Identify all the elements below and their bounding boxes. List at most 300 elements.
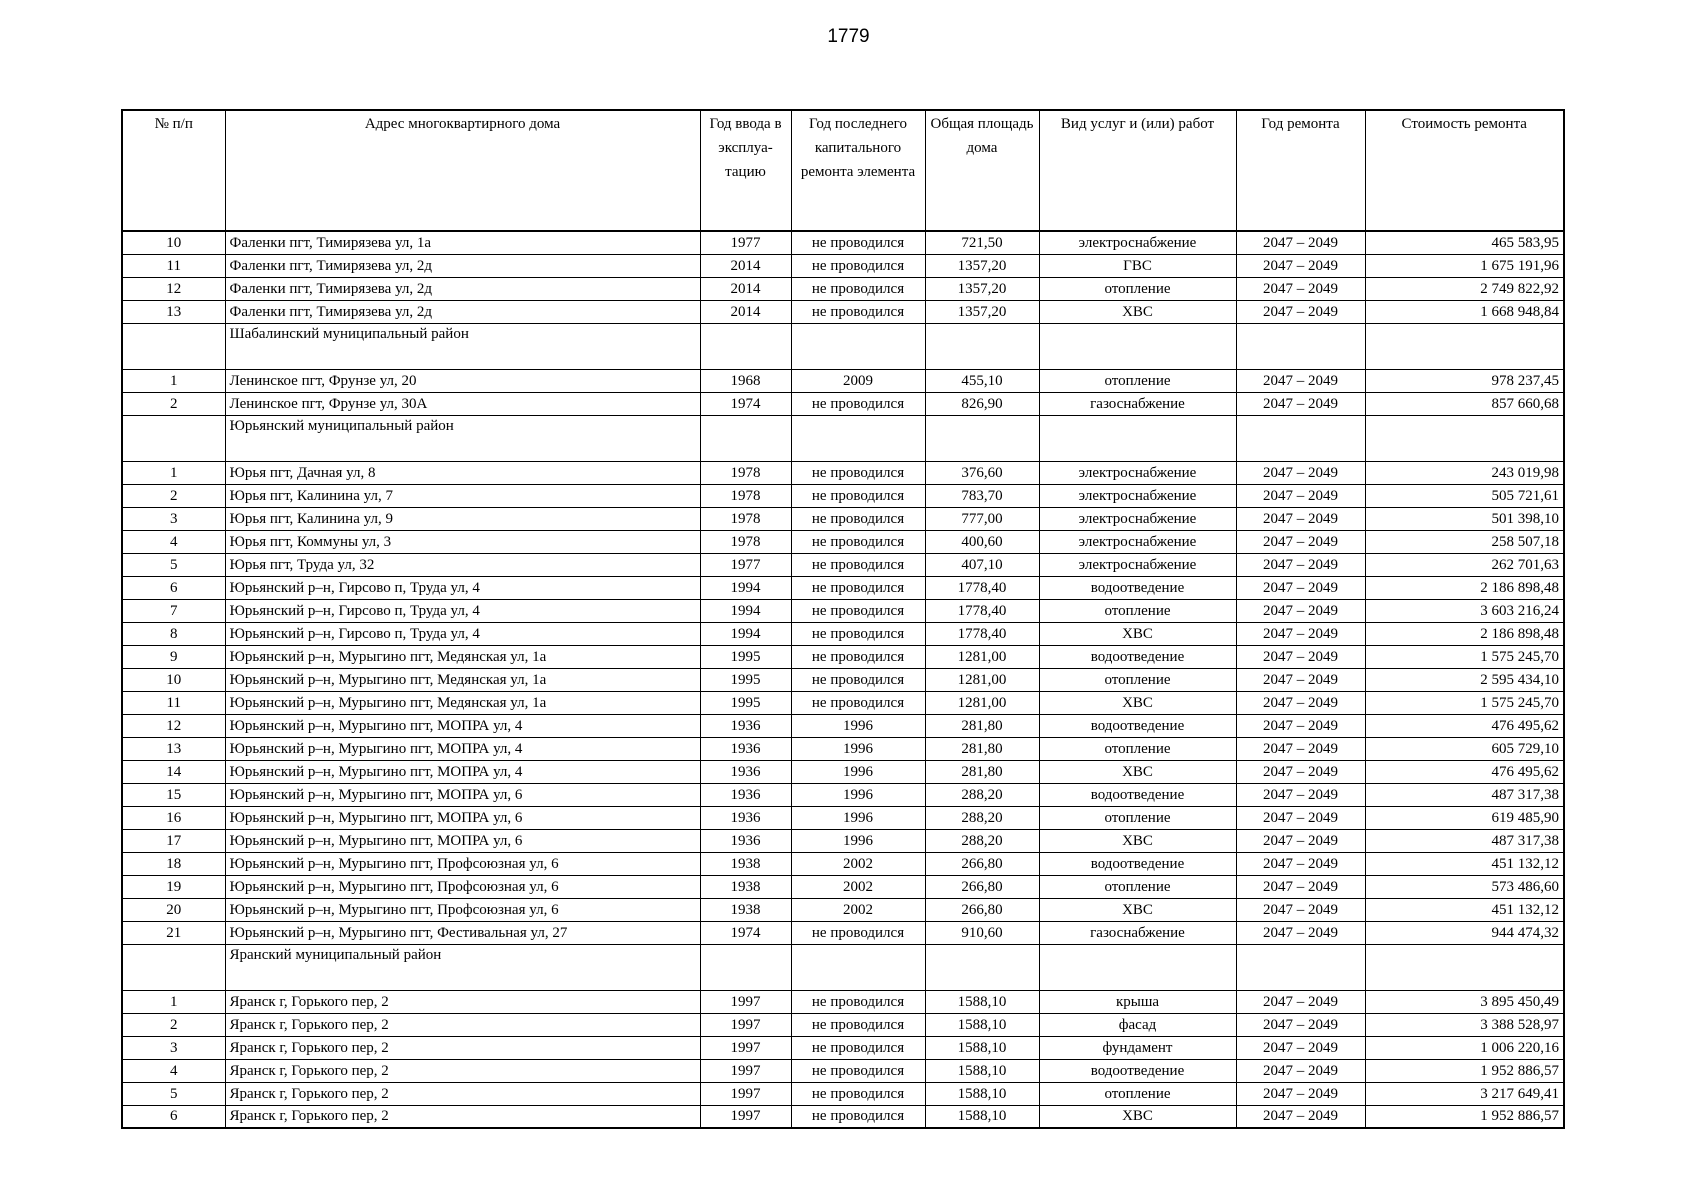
- cell-repair-cost: 476 495,62: [1365, 760, 1564, 783]
- cell-address: Юрья пгт, Дачная ул, 8: [225, 461, 700, 484]
- cell-service-type: газоснабжение: [1039, 921, 1236, 944]
- cell-commission-year: 1978: [700, 507, 791, 530]
- table-row: [122, 507, 1564, 530]
- table-row: [122, 300, 1564, 323]
- cell-last-repair-year: 2009: [791, 369, 925, 392]
- cell-address: Юрьянский р–н, Мурыгино пгт, МОПРА ул, 4: [225, 737, 700, 760]
- cell-repair-period: 2047 – 2049: [1236, 852, 1365, 875]
- cell-address: Юрья пгт, Труда ул, 32: [225, 553, 700, 576]
- header-commission-year: Год ввода в эксплуа- тацию: [700, 110, 791, 231]
- cell-repair-period: 2047 – 2049: [1236, 461, 1365, 484]
- cell-commission-year: 1938: [700, 898, 791, 921]
- table-row: [122, 668, 1564, 691]
- cell-total-area: 266,80: [925, 898, 1039, 921]
- cell-repair-period: 2047 – 2049: [1236, 645, 1365, 668]
- cell-commission-year: 1997: [700, 1105, 791, 1128]
- cell-repair-period: 2047 – 2049: [1236, 576, 1365, 599]
- cell-number: 13: [122, 300, 225, 323]
- cell-repair-cost: 501 398,10: [1365, 507, 1564, 530]
- cell-repair-period: 2047 – 2049: [1236, 622, 1365, 645]
- cell-repair-period: 2047 – 2049: [1236, 1105, 1365, 1128]
- table-row: [122, 714, 1564, 737]
- cell-service-type: отопление: [1039, 668, 1236, 691]
- cell-address: Фаленки пгт, Тимирязева ул, 1а: [225, 231, 700, 254]
- cell-repair-period: 2047 – 2049: [1236, 392, 1365, 415]
- cell-number: 19: [122, 875, 225, 898]
- cell-last-repair-year: не проводился: [791, 645, 925, 668]
- cell-service-type: [1039, 944, 1236, 990]
- cell-repair-cost: 1 952 886,57: [1365, 1059, 1564, 1082]
- cell-address: Юрья пгт, Калинина ул, 7: [225, 484, 700, 507]
- table-row: [122, 277, 1564, 300]
- cell-last-repair-year: [791, 944, 925, 990]
- cell-address: Юрьянский р–н, Мурыгино пгт, Профсоюзная ул, 6: [225, 852, 700, 875]
- cell-repair-period: 2047 – 2049: [1236, 507, 1365, 530]
- cell-last-repair-year: 1996: [791, 714, 925, 737]
- cell-service-type: электроснабжение: [1039, 530, 1236, 553]
- table-row: [122, 530, 1564, 553]
- cell-last-repair-year: не проводился: [791, 599, 925, 622]
- cell-last-repair-year: не проводился: [791, 1036, 925, 1059]
- cell-total-area: 281,80: [925, 737, 1039, 760]
- cell-repair-period: 2047 – 2049: [1236, 1059, 1365, 1082]
- cell-repair-cost: 1 675 191,96: [1365, 254, 1564, 277]
- cell-commission-year: 1938: [700, 875, 791, 898]
- cell-commission-year: 1936: [700, 783, 791, 806]
- cell-service-type: электроснабжение: [1039, 484, 1236, 507]
- header-address: Адрес многоквартирного дома: [225, 110, 700, 231]
- cell-last-repair-year: не проводился: [791, 530, 925, 553]
- cell-address: Юрьянский р–н, Гирсово п, Труда ул, 4: [225, 576, 700, 599]
- table-row: [122, 921, 1564, 944]
- cell-repair-cost: 944 474,32: [1365, 921, 1564, 944]
- cell-service-type: ХВС: [1039, 829, 1236, 852]
- cell-last-repair-year: 2002: [791, 898, 925, 921]
- cell-commission-year: 1997: [700, 1059, 791, 1082]
- header-number: № п/п: [122, 110, 225, 231]
- cell-commission-year: 1997: [700, 990, 791, 1013]
- cell-address: Ленинское пгт, Фрунзе ул, 20: [225, 369, 700, 392]
- cell-last-repair-year: не проводился: [791, 392, 925, 415]
- cell-repair-cost: 262 701,63: [1365, 553, 1564, 576]
- cell-commission-year: 1936: [700, 714, 791, 737]
- cell-commission-year: 2014: [700, 300, 791, 323]
- cell-commission-year: [700, 944, 791, 990]
- cell-number: 13: [122, 737, 225, 760]
- cell-address: Ленинское пгт, Фрунзе ул, 30А: [225, 392, 700, 415]
- cell-number: 21: [122, 921, 225, 944]
- cell-number: 11: [122, 691, 225, 714]
- cell-commission-year: 1978: [700, 461, 791, 484]
- cell-address: Юрьянский р–н, Гирсово п, Труда ул, 4: [225, 622, 700, 645]
- cell-commission-year: 1995: [700, 668, 791, 691]
- cell-repair-cost: 3 895 450,49: [1365, 990, 1564, 1013]
- cell-commission-year: 1974: [700, 921, 791, 944]
- cell-service-type: водоотведение: [1039, 1059, 1236, 1082]
- header-service-type: Вид услуг и (или) работ: [1039, 110, 1236, 231]
- cell-number: 11: [122, 254, 225, 277]
- cell-number: 20: [122, 898, 225, 921]
- section-heading: Яранский муниципальный район: [225, 944, 700, 990]
- cell-repair-period: 2047 – 2049: [1236, 898, 1365, 921]
- cell-number: 6: [122, 576, 225, 599]
- cell-total-area: 266,80: [925, 852, 1039, 875]
- cell-repair-period: 2047 – 2049: [1236, 599, 1365, 622]
- cell-repair-cost: 3 388 528,97: [1365, 1013, 1564, 1036]
- cell-repair-cost: 2 186 898,48: [1365, 576, 1564, 599]
- cell-service-type: электроснабжение: [1039, 461, 1236, 484]
- cell-repair-cost: 451 132,12: [1365, 898, 1564, 921]
- cell-last-repair-year: [791, 415, 925, 461]
- cell-total-area: 1588,10: [925, 1013, 1039, 1036]
- table-body: [122, 231, 1564, 1128]
- cell-service-type: отопление: [1039, 369, 1236, 392]
- cell-repair-cost: [1365, 944, 1564, 990]
- cell-last-repair-year: не проводился: [791, 990, 925, 1013]
- cell-commission-year: 1997: [700, 1082, 791, 1105]
- cell-total-area: [925, 323, 1039, 369]
- cell-number: 10: [122, 668, 225, 691]
- cell-number: 14: [122, 760, 225, 783]
- table-row: [122, 737, 1564, 760]
- cell-total-area: 1778,40: [925, 622, 1039, 645]
- cell-total-area: 1778,40: [925, 576, 1039, 599]
- cell-address: Фаленки пгт, Тимирязева ул, 2д: [225, 277, 700, 300]
- table-row: [122, 990, 1564, 1013]
- table-row: [122, 553, 1564, 576]
- cell-last-repair-year: не проводился: [791, 668, 925, 691]
- cell-total-area: 288,20: [925, 806, 1039, 829]
- cell-last-repair-year: не проводился: [791, 622, 925, 645]
- cell-number: 1: [122, 369, 225, 392]
- cell-total-area: 281,80: [925, 714, 1039, 737]
- cell-commission-year: 1936: [700, 806, 791, 829]
- cell-repair-cost: 619 485,90: [1365, 806, 1564, 829]
- cell-address: Юрья пгт, Коммуны ул, 3: [225, 530, 700, 553]
- cell-total-area: [925, 415, 1039, 461]
- table-row: [122, 898, 1564, 921]
- cell-total-area: 910,60: [925, 921, 1039, 944]
- cell-repair-period: 2047 – 2049: [1236, 668, 1365, 691]
- cell-service-type: ХВС: [1039, 898, 1236, 921]
- cell-service-type: [1039, 415, 1236, 461]
- cell-total-area: 1281,00: [925, 691, 1039, 714]
- cell-address: Юрьянский р–н, Мурыгино пгт, МОПРА ул, 4: [225, 714, 700, 737]
- cell-service-type: водоотведение: [1039, 645, 1236, 668]
- cell-total-area: 783,70: [925, 484, 1039, 507]
- cell-repair-period: [1236, 323, 1365, 369]
- table-row: [122, 1059, 1564, 1082]
- cell-address: Юрьянский р–н, Мурыгино пгт, МОПРА ул, 6: [225, 806, 700, 829]
- cell-last-repair-year: 2002: [791, 852, 925, 875]
- cell-number: 16: [122, 806, 225, 829]
- cell-commission-year: 1936: [700, 737, 791, 760]
- cell-number: 1: [122, 461, 225, 484]
- cell-repair-cost: 505 721,61: [1365, 484, 1564, 507]
- cell-last-repair-year: не проводился: [791, 231, 925, 254]
- cell-total-area: 777,00: [925, 507, 1039, 530]
- cell-service-type: отопление: [1039, 599, 1236, 622]
- cell-repair-cost: 2 595 434,10: [1365, 668, 1564, 691]
- cell-last-repair-year: не проводился: [791, 277, 925, 300]
- cell-last-repair-year: не проводился: [791, 484, 925, 507]
- cell-total-area: 1357,20: [925, 277, 1039, 300]
- cell-last-repair-year: не проводился: [791, 553, 925, 576]
- cell-total-area: 376,60: [925, 461, 1039, 484]
- cell-service-type: крыша: [1039, 990, 1236, 1013]
- cell-address: Юрья пгт, Калинина ул, 9: [225, 507, 700, 530]
- cell-commission-year: 1997: [700, 1036, 791, 1059]
- cell-last-repair-year: не проводился: [791, 1105, 925, 1128]
- header-repair-period: Год ремонта: [1236, 110, 1365, 231]
- cell-total-area: 1778,40: [925, 599, 1039, 622]
- cell-commission-year: 1995: [700, 691, 791, 714]
- cell-service-type: [1039, 323, 1236, 369]
- section-heading-row: [122, 944, 1564, 990]
- cell-repair-cost: 487 317,38: [1365, 783, 1564, 806]
- cell-repair-period: 2047 – 2049: [1236, 714, 1365, 737]
- cell-service-type: водоотведение: [1039, 714, 1236, 737]
- table-row: [122, 599, 1564, 622]
- table-row: [122, 1013, 1564, 1036]
- section-heading-row: [122, 415, 1564, 461]
- cell-service-type: водоотведение: [1039, 783, 1236, 806]
- cell-last-repair-year: 2002: [791, 875, 925, 898]
- cell-number: 18: [122, 852, 225, 875]
- cell-total-area: 1281,00: [925, 668, 1039, 691]
- table-row: [122, 576, 1564, 599]
- cell-service-type: ХВС: [1039, 300, 1236, 323]
- cell-repair-cost: 476 495,62: [1365, 714, 1564, 737]
- cell-last-repair-year: [791, 323, 925, 369]
- cell-number: [122, 323, 225, 369]
- cell-commission-year: 1938: [700, 852, 791, 875]
- cell-repair-period: 2047 – 2049: [1236, 530, 1365, 553]
- table-row: [122, 1036, 1564, 1059]
- cell-commission-year: 1977: [700, 553, 791, 576]
- cell-commission-year: 1997: [700, 1013, 791, 1036]
- section-heading: Юрьянский муниципальный район: [225, 415, 700, 461]
- cell-repair-cost: 1 006 220,16: [1365, 1036, 1564, 1059]
- cell-repair-period: 2047 – 2049: [1236, 760, 1365, 783]
- cell-number: 5: [122, 1082, 225, 1105]
- cell-last-repair-year: не проводился: [791, 507, 925, 530]
- cell-number: [122, 944, 225, 990]
- cell-last-repair-year: 1996: [791, 737, 925, 760]
- table-row: [122, 691, 1564, 714]
- cell-service-type: ХВС: [1039, 622, 1236, 645]
- cell-commission-year: 1994: [700, 622, 791, 645]
- cell-address: Юрьянский р–н, Мурыгино пгт, Медянская ул, 1а: [225, 645, 700, 668]
- cell-commission-year: 1978: [700, 530, 791, 553]
- cell-number: 3: [122, 1036, 225, 1059]
- cell-repair-cost: 2 749 822,92: [1365, 277, 1564, 300]
- cell-service-type: электроснабжение: [1039, 231, 1236, 254]
- cell-service-type: ХВС: [1039, 1105, 1236, 1128]
- cell-number: 4: [122, 530, 225, 553]
- table-row: [122, 1082, 1564, 1105]
- cell-number: 10: [122, 231, 225, 254]
- cell-repair-period: 2047 – 2049: [1236, 990, 1365, 1013]
- repair-registry-table: [121, 109, 1565, 1129]
- cell-repair-period: 2047 – 2049: [1236, 300, 1365, 323]
- cell-address: Юрьянский р–н, Гирсово п, Труда ул, 4: [225, 599, 700, 622]
- cell-service-type: ГВС: [1039, 254, 1236, 277]
- cell-repair-period: 2047 – 2049: [1236, 737, 1365, 760]
- cell-number: 12: [122, 277, 225, 300]
- page-number: 1779: [827, 26, 870, 47]
- cell-total-area: 1588,10: [925, 1059, 1039, 1082]
- cell-number: 7: [122, 599, 225, 622]
- cell-number: 6: [122, 1105, 225, 1128]
- table-row: [122, 254, 1564, 277]
- cell-repair-cost: 451 132,12: [1365, 852, 1564, 875]
- cell-total-area: 281,80: [925, 760, 1039, 783]
- cell-total-area: 1588,10: [925, 1105, 1039, 1128]
- cell-repair-cost: 605 729,10: [1365, 737, 1564, 760]
- cell-last-repair-year: не проводился: [791, 576, 925, 599]
- cell-total-area: 1357,20: [925, 254, 1039, 277]
- cell-repair-cost: 487 317,38: [1365, 829, 1564, 852]
- cell-commission-year: [700, 323, 791, 369]
- cell-total-area: 266,80: [925, 875, 1039, 898]
- cell-number: 15: [122, 783, 225, 806]
- cell-total-area: 1588,10: [925, 1036, 1039, 1059]
- cell-last-repair-year: не проводился: [791, 1059, 925, 1082]
- cell-last-repair-year: 1996: [791, 783, 925, 806]
- header-total-area: Общая площадь дома: [925, 110, 1039, 231]
- cell-service-type: водоотведение: [1039, 576, 1236, 599]
- table-row: [122, 1105, 1564, 1128]
- cell-address: Яранск г, Горького пер, 2: [225, 1059, 700, 1082]
- cell-number: [122, 415, 225, 461]
- cell-address: Юрьянский р–н, Мурыгино пгт, Профсоюзная ул, 6: [225, 875, 700, 898]
- cell-commission-year: 1995: [700, 645, 791, 668]
- table-row: [122, 852, 1564, 875]
- cell-service-type: отопление: [1039, 875, 1236, 898]
- cell-repair-cost: 258 507,18: [1365, 530, 1564, 553]
- cell-repair-cost: 1 575 245,70: [1365, 645, 1564, 668]
- cell-repair-cost: [1365, 415, 1564, 461]
- cell-address: Юрьянский р–н, Мурыгино пгт, МОПРА ул, 4: [225, 760, 700, 783]
- cell-total-area: 1588,10: [925, 1082, 1039, 1105]
- table-row: [122, 622, 1564, 645]
- cell-commission-year: 1936: [700, 760, 791, 783]
- cell-repair-period: 2047 – 2049: [1236, 783, 1365, 806]
- cell-address: Юрьянский р–н, Мурыгино пгт, МОПРА ул, 6: [225, 783, 700, 806]
- cell-service-type: газоснабжение: [1039, 392, 1236, 415]
- cell-repair-period: [1236, 415, 1365, 461]
- cell-number: 1: [122, 990, 225, 1013]
- cell-number: 9: [122, 645, 225, 668]
- table-row: [122, 760, 1564, 783]
- cell-total-area: [925, 944, 1039, 990]
- cell-address: Юрьянский р–н, Мурыгино пгт, Медянская ул, 1а: [225, 668, 700, 691]
- cell-commission-year: 1978: [700, 484, 791, 507]
- cell-repair-cost: 857 660,68: [1365, 392, 1564, 415]
- header-repair-cost: Стоимость ремонта: [1365, 110, 1564, 231]
- cell-repair-period: 2047 – 2049: [1236, 1013, 1365, 1036]
- cell-number: 5: [122, 553, 225, 576]
- cell-total-area: 455,10: [925, 369, 1039, 392]
- cell-service-type: фасад: [1039, 1013, 1236, 1036]
- cell-repair-period: 2047 – 2049: [1236, 1082, 1365, 1105]
- cell-commission-year: 2014: [700, 277, 791, 300]
- cell-address: Фаленки пгт, Тимирязева ул, 2д: [225, 254, 700, 277]
- cell-repair-period: [1236, 944, 1365, 990]
- cell-address: Юрьянский р–н, Мурыгино пгт, Фестивальная ул, 27: [225, 921, 700, 944]
- cell-last-repair-year: не проводился: [791, 1082, 925, 1105]
- cell-service-type: ХВС: [1039, 691, 1236, 714]
- cell-service-type: отопление: [1039, 737, 1236, 760]
- section-heading-row: [122, 323, 1564, 369]
- cell-repair-period: 2047 – 2049: [1236, 277, 1365, 300]
- cell-last-repair-year: не проводился: [791, 461, 925, 484]
- cell-service-type: ХВС: [1039, 760, 1236, 783]
- cell-repair-cost: 2 186 898,48: [1365, 622, 1564, 645]
- cell-address: Юрьянский р–н, Мурыгино пгт, МОПРА ул, 6: [225, 829, 700, 852]
- cell-repair-cost: 465 583,95: [1365, 231, 1564, 254]
- cell-number: 12: [122, 714, 225, 737]
- table-row: [122, 875, 1564, 898]
- section-heading: Шабалинский муниципальный район: [225, 323, 700, 369]
- cell-service-type: водоотведение: [1039, 852, 1236, 875]
- cell-commission-year: [700, 415, 791, 461]
- cell-total-area: 400,60: [925, 530, 1039, 553]
- cell-number: 2: [122, 1013, 225, 1036]
- cell-number: 8: [122, 622, 225, 645]
- cell-last-repair-year: 1996: [791, 829, 925, 852]
- table-row: [122, 783, 1564, 806]
- cell-repair-cost: 573 486,60: [1365, 875, 1564, 898]
- cell-repair-period: 2047 – 2049: [1236, 484, 1365, 507]
- table-row: [122, 231, 1564, 254]
- cell-last-repair-year: не проводился: [791, 921, 925, 944]
- table-row: [122, 461, 1564, 484]
- cell-total-area: 721,50: [925, 231, 1039, 254]
- cell-total-area: 1588,10: [925, 990, 1039, 1013]
- cell-number: 2: [122, 484, 225, 507]
- cell-service-type: фундамент: [1039, 1036, 1236, 1059]
- cell-repair-period: 2047 – 2049: [1236, 254, 1365, 277]
- cell-repair-cost: 1 575 245,70: [1365, 691, 1564, 714]
- cell-commission-year: 1977: [700, 231, 791, 254]
- cell-total-area: 1281,00: [925, 645, 1039, 668]
- table-row: [122, 806, 1564, 829]
- cell-repair-cost: 3 217 649,41: [1365, 1082, 1564, 1105]
- cell-service-type: отопление: [1039, 277, 1236, 300]
- cell-address: Юрьянский р–н, Мурыгино пгт, Профсоюзная ул, 6: [225, 898, 700, 921]
- cell-repair-cost: 1 668 948,84: [1365, 300, 1564, 323]
- cell-repair-cost: 978 237,45: [1365, 369, 1564, 392]
- table-row: [122, 392, 1564, 415]
- cell-repair-period: 2047 – 2049: [1236, 875, 1365, 898]
- cell-repair-period: 2047 – 2049: [1236, 1036, 1365, 1059]
- cell-number: 2: [122, 392, 225, 415]
- table-row: [122, 484, 1564, 507]
- cell-service-type: отопление: [1039, 1082, 1236, 1105]
- cell-last-repair-year: 1996: [791, 760, 925, 783]
- header-last-repair-year: Год последнего капитального ремонта элемента: [791, 110, 925, 231]
- table-row: [122, 369, 1564, 392]
- cell-address: Юрьянский р–н, Мурыгино пгт, Медянская ул, 1а: [225, 691, 700, 714]
- cell-commission-year: 1994: [700, 576, 791, 599]
- cell-repair-cost: 3 603 216,24: [1365, 599, 1564, 622]
- cell-repair-cost: 1 952 886,57: [1365, 1105, 1564, 1128]
- cell-last-repair-year: не проводился: [791, 1013, 925, 1036]
- cell-last-repair-year: 1996: [791, 806, 925, 829]
- cell-repair-cost: [1365, 323, 1564, 369]
